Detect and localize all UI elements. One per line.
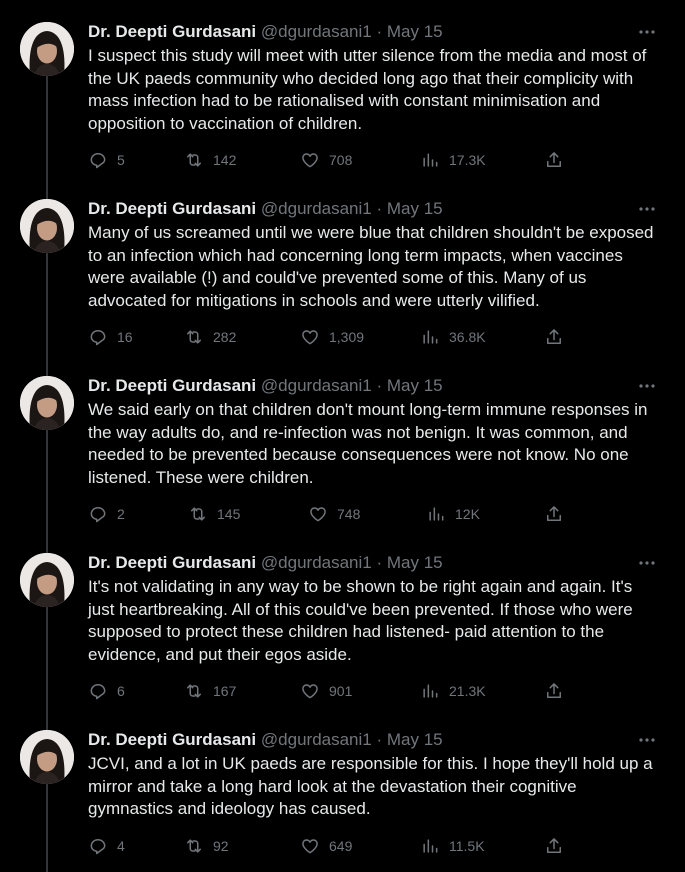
- like-icon: [300, 681, 320, 701]
- retweet-icon: [184, 150, 204, 170]
- retweet-icon: [188, 504, 208, 524]
- retweet-icon: [184, 681, 204, 701]
- tweet-header: [88, 553, 443, 573]
- share-icon: [544, 681, 564, 701]
- reply-count: 6: [117, 683, 125, 699]
- tweet-date[interactable]: May 15: [386, 553, 443, 572]
- separator: ·: [376, 376, 383, 395]
- separator: ·: [376, 730, 383, 749]
- retweet-count: 92: [213, 838, 229, 854]
- like-button[interactable]: [308, 504, 360, 524]
- retweet-button[interactable]: [184, 150, 236, 170]
- tweet-actions: [88, 504, 578, 526]
- avatar[interactable]: [20, 553, 74, 607]
- author-handle[interactable]: @dgurdasani1: [260, 376, 372, 395]
- like-count: 901: [329, 683, 353, 699]
- views-icon: [420, 681, 440, 701]
- author-name[interactable]: Dr. Deepti Gurdasani: [88, 376, 257, 395]
- tweet-actions: [88, 681, 578, 703]
- avatar[interactable]: [20, 376, 74, 430]
- like-count: 649: [329, 838, 353, 854]
- tweet-header: [88, 22, 443, 42]
- reply-count: 5: [117, 152, 125, 168]
- retweet-count: 145: [217, 506, 241, 522]
- like-icon: [300, 836, 320, 856]
- more-icon[interactable]: [637, 378, 657, 394]
- separator: ·: [376, 553, 383, 572]
- views-icon: [420, 836, 440, 856]
- author-handle[interactable]: @dgurdasani1: [260, 553, 372, 572]
- share-button[interactable]: [544, 836, 564, 856]
- like-button[interactable]: [300, 836, 352, 856]
- reply-button[interactable]: [88, 836, 125, 856]
- retweet-count: 142: [213, 152, 237, 168]
- retweet-icon: [184, 836, 204, 856]
- views-button[interactable]: [420, 681, 486, 701]
- view-count: 11.5K: [449, 838, 485, 854]
- tweet-text: I suspect this study will meet with utter silence from the media and most of the UK paeds community who decided long ago that their complicity with mass infection had to be rationalised with constant minimisation and opposition to vaccination of children.: [88, 46, 647, 133]
- tweet-text: It's not validating in any way to be shown to be right again and again. It's just heartbreaking. All of this could've been prevented. If those who were supposed to protect these children had listened- paid attention to the evidence, and put their egos aside.: [88, 577, 633, 664]
- tweet-actions: [88, 836, 578, 858]
- share-button[interactable]: [544, 681, 564, 701]
- tweet[interactable]: [0, 22, 685, 192]
- reply-icon: [88, 681, 108, 701]
- reply-icon: [88, 836, 108, 856]
- tweet-text: Many of us screamed until we were blue that children shouldn't be exposed to an infection which had concerning long term impacts, when vaccines were available (!) and could've prevented some of this. Many of us advocated for mitigations in schools and were utterly vilified.: [88, 223, 654, 310]
- share-icon: [544, 504, 564, 524]
- avatar[interactable]: [20, 730, 74, 784]
- avatar[interactable]: [20, 199, 74, 253]
- like-button[interactable]: [300, 327, 364, 347]
- tweet-actions: [88, 327, 578, 349]
- reply-button[interactable]: [88, 681, 125, 701]
- share-icon: [544, 836, 564, 856]
- tweet-header: [88, 199, 443, 219]
- reply-icon: [88, 504, 108, 524]
- view-count: 12K: [455, 506, 480, 522]
- tweet-text: We said early on that children don't mount long-term immune responses in the way adults do, and re-infection was not benign. It was common, and needed to be prevented because consequences were not know. No one listened. These were children.: [88, 400, 648, 487]
- tweet-header: [88, 730, 443, 750]
- share-icon: [544, 327, 564, 347]
- views-button[interactable]: [420, 150, 486, 170]
- tweet-actions: [88, 150, 578, 172]
- retweet-button[interactable]: [184, 836, 229, 856]
- like-button[interactable]: [300, 681, 352, 701]
- like-count: 708: [329, 152, 353, 168]
- author-name[interactable]: Dr. Deepti Gurdasani: [88, 199, 257, 218]
- tweet[interactable]: [0, 730, 685, 872]
- more-icon[interactable]: [637, 24, 657, 40]
- reply-button[interactable]: [88, 150, 125, 170]
- separator: ·: [376, 22, 383, 41]
- more-icon[interactable]: [637, 732, 657, 748]
- views-button[interactable]: [426, 504, 480, 524]
- reply-icon: [88, 150, 108, 170]
- like-icon: [300, 327, 320, 347]
- retweet-count: 282: [213, 329, 237, 345]
- retweet-button[interactable]: [184, 327, 236, 347]
- reply-count: 2: [117, 506, 125, 522]
- like-button[interactable]: [300, 150, 352, 170]
- view-count: 36.8K: [449, 329, 486, 345]
- author-name[interactable]: Dr. Deepti Gurdasani: [88, 730, 257, 749]
- views-button[interactable]: [420, 327, 486, 347]
- retweet-button[interactable]: [184, 681, 236, 701]
- views-button[interactable]: [420, 836, 485, 856]
- tweet-date[interactable]: May 15: [386, 376, 443, 395]
- tweet-date[interactable]: May 15: [386, 22, 443, 41]
- share-icon: [544, 150, 564, 170]
- reply-icon: [88, 327, 108, 347]
- views-icon: [426, 504, 446, 524]
- tweet-date[interactable]: May 15: [386, 730, 443, 749]
- author-name[interactable]: Dr. Deepti Gurdasani: [88, 22, 257, 41]
- share-button[interactable]: [544, 327, 564, 347]
- more-icon[interactable]: [637, 201, 657, 217]
- more-icon[interactable]: [637, 555, 657, 571]
- share-button[interactable]: [544, 150, 564, 170]
- like-count: 748: [337, 506, 361, 522]
- tweet[interactable]: [0, 376, 685, 546]
- like-icon: [308, 504, 328, 524]
- like-count: 1,309: [329, 329, 365, 345]
- reply-button[interactable]: [88, 327, 133, 347]
- retweet-icon: [184, 327, 204, 347]
- author-handle[interactable]: @dgurdasani1: [260, 730, 372, 749]
- view-count: 21.3K: [449, 683, 486, 699]
- avatar[interactable]: [20, 22, 74, 76]
- reply-count: 4: [117, 838, 125, 854]
- tweet-date[interactable]: May 15: [386, 199, 443, 218]
- author-handle[interactable]: @dgurdasani1: [260, 22, 372, 41]
- reply-count: 16: [117, 329, 133, 345]
- views-icon: [420, 150, 440, 170]
- separator: ·: [376, 199, 383, 218]
- author-name[interactable]: Dr. Deepti Gurdasani: [88, 553, 257, 572]
- share-button[interactable]: [544, 504, 564, 524]
- like-icon: [300, 150, 320, 170]
- view-count: 17.3K: [449, 152, 486, 168]
- tweet-header: [88, 376, 443, 396]
- retweet-button[interactable]: [188, 504, 240, 524]
- views-icon: [420, 327, 440, 347]
- tweet-text: JCVI, and a lot in UK paeds are responsible for this. I hope they'll hold up a mirror and take a long hard look at the devastation their cognitive gymnastics and ideology has caused.: [88, 754, 653, 818]
- reply-button[interactable]: [88, 504, 125, 524]
- author-handle[interactable]: @dgurdasani1: [260, 199, 372, 218]
- tweet[interactable]: [0, 199, 685, 369]
- tweet[interactable]: [0, 553, 685, 723]
- retweet-count: 167: [213, 683, 237, 699]
